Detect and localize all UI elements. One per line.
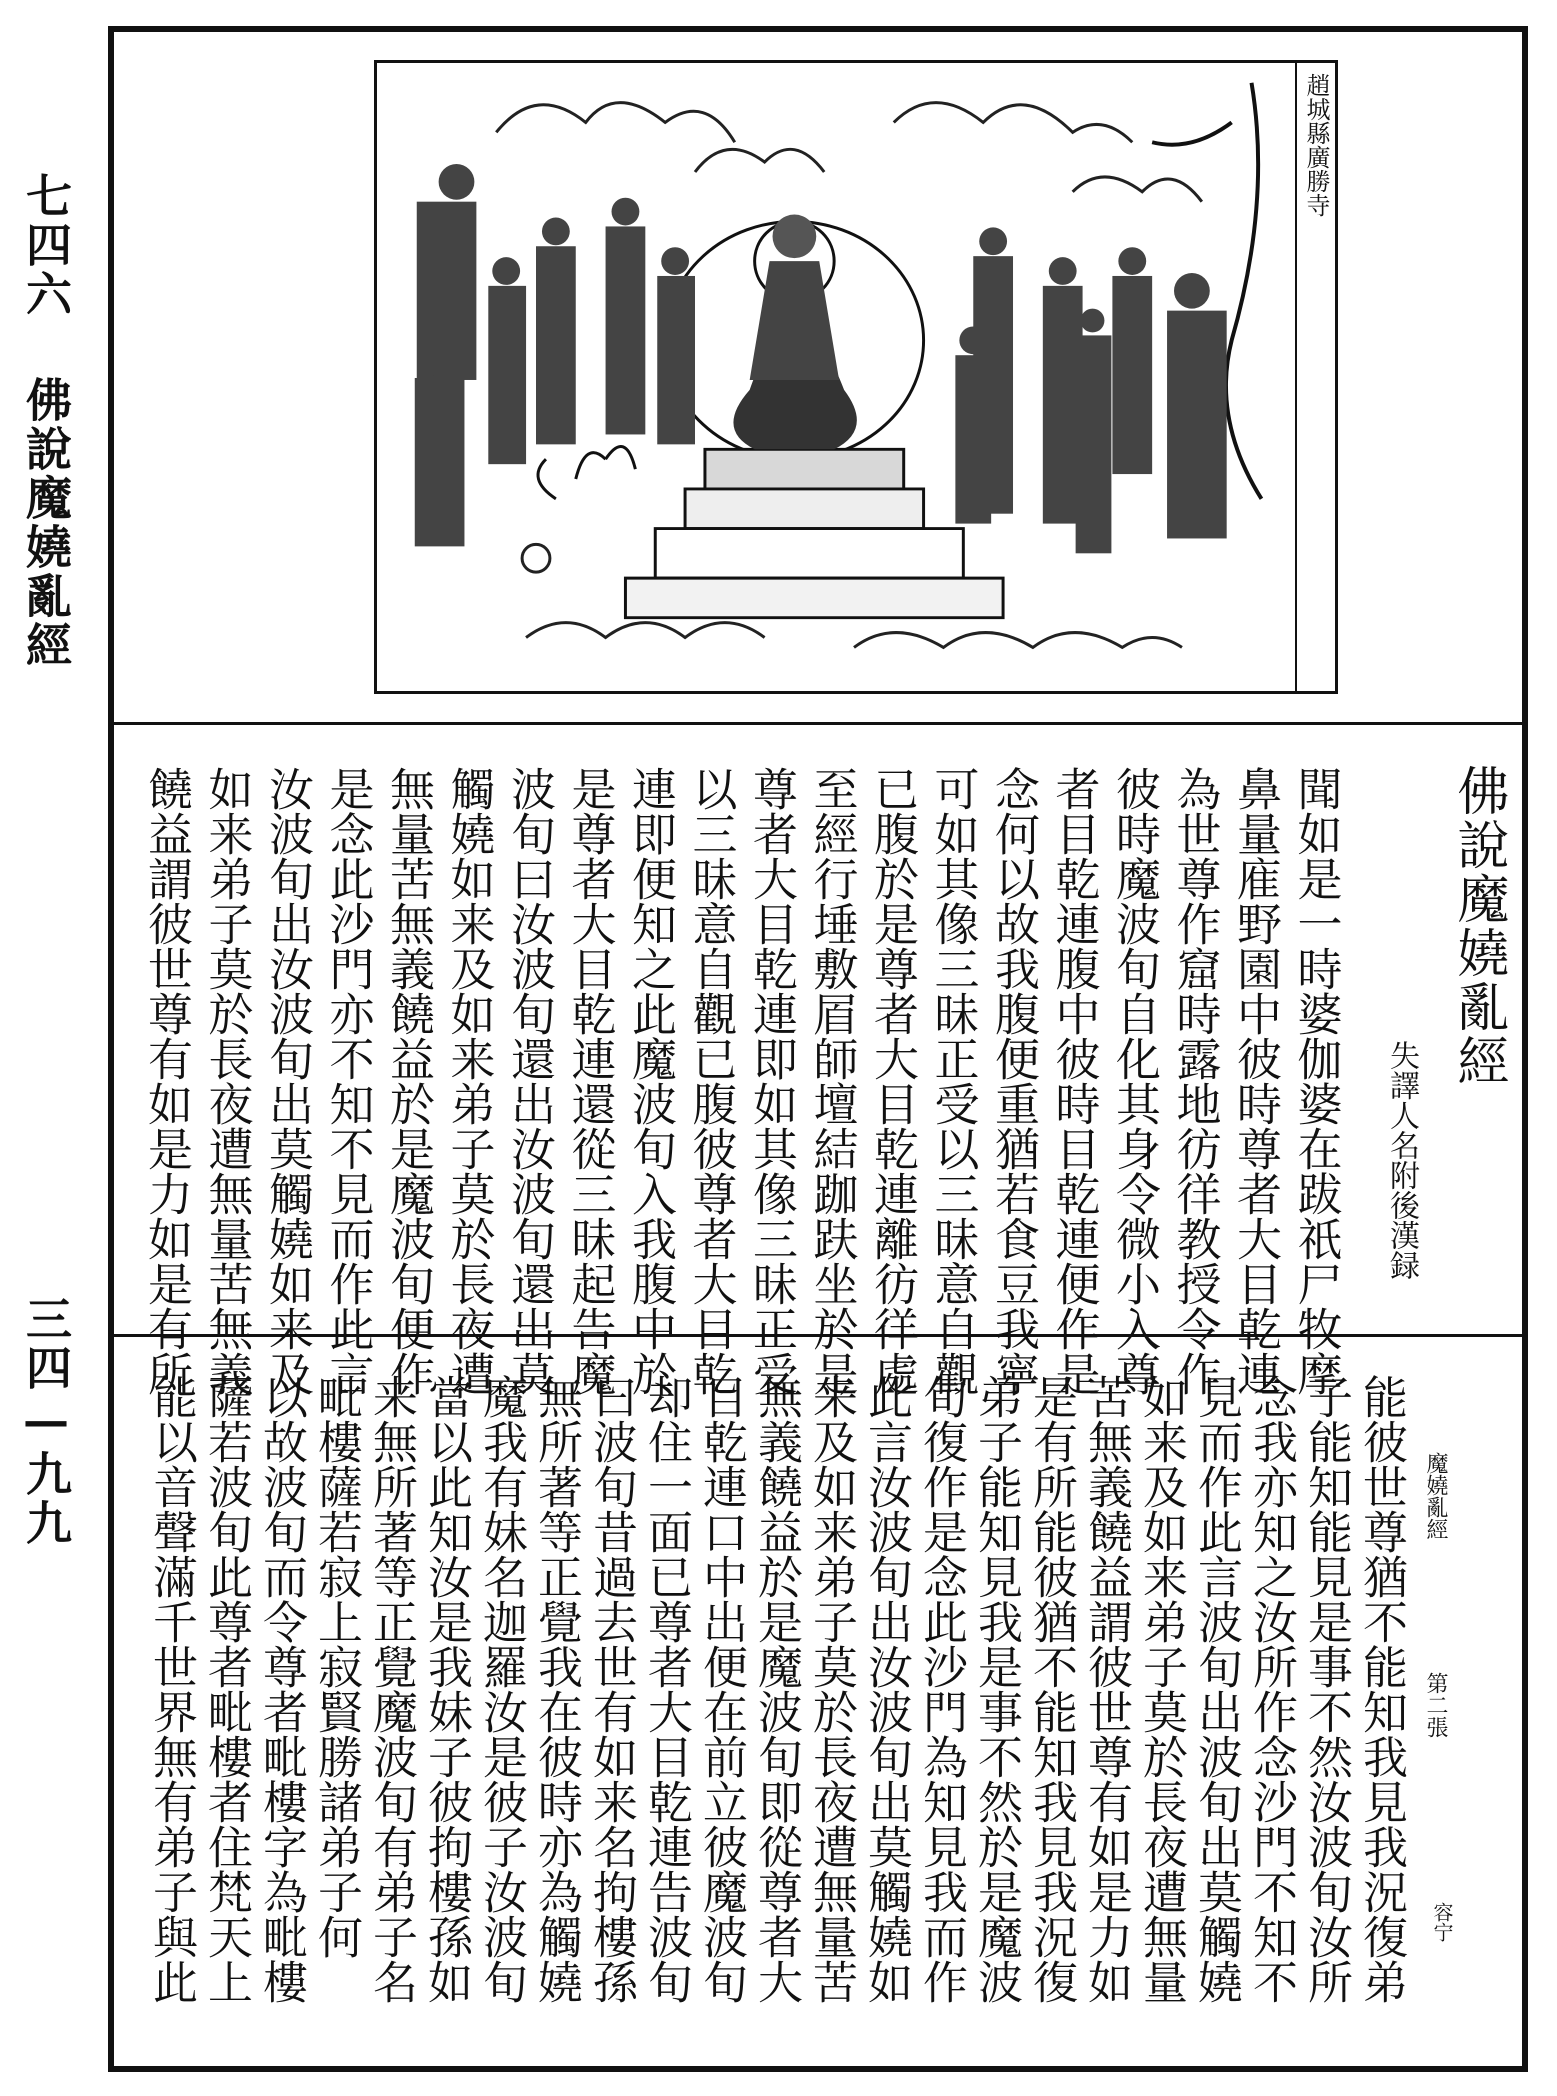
text-column: 見而作此言波旬出波旬出莫觸嬈 (1190, 1374, 1243, 2004)
text-column: 觸嬈如来及如来弟子莫於長夜遭 (442, 766, 496, 1396)
page-frame (108, 26, 1528, 2072)
text-column: 無義饒益於是魔波旬即從尊者大 (750, 1374, 803, 2004)
text-column: 無所著等正覺我在彼時亦為觸嬈 (530, 1374, 583, 2004)
text-column: 饒益謂彼世尊有如是力如是有所 (140, 766, 193, 1396)
text-column: 當以此知汝是我妹子彼拘樓孫如 (420, 1374, 473, 2004)
woodblock-illustration (374, 60, 1338, 694)
text-column: 曰波旬昔過去世有如来名拘樓孫 (585, 1374, 638, 2004)
text-column: 已腹於是尊者大目乾連離彷徉處 (866, 766, 919, 1396)
text-column: 毗樓薩若寂上寂賢勝諸弟子何 (310, 1374, 363, 1959)
margin-sheet-number: 第二張 (1423, 1672, 1448, 1738)
text-column: 此言汝波旬出汝波旬出莫觸嬈如 (860, 1374, 913, 2004)
sutra-panel-first (140, 722, 1508, 1396)
text-column: 連即便知之此魔波旬入我腹中於 (624, 766, 677, 1396)
text-column: 旬復作是念此沙門為知見我而作 (915, 1374, 968, 2004)
text-columns-first (140, 766, 1384, 1396)
text-column: 子能知能見是事不然汝波旬汝所 (1300, 1374, 1353, 2004)
text-column: 来及如来弟子莫於長夜遭無量苦 (805, 1374, 858, 2004)
text-column: 念我亦知之汝所作念沙門不知不 (1245, 1374, 1298, 2004)
text-column: 者目乾連腹中彼時目乾連便作是 (1047, 766, 1101, 1396)
text-column: 至經行埵敷㞒師壇結跏趺坐於是 (805, 766, 859, 1396)
margin-sutra-title: 魔嬈亂經 (1423, 1452, 1448, 1540)
text-column: 鼻量㢈野園中彼時尊者大目乾連 (1229, 766, 1282, 1396)
text-column: 是念此沙門亦不知不見而作此言 (321, 766, 375, 1396)
text-column: 尊者大目乾連即如其像三昧正受 (745, 766, 798, 1396)
text-column: 能以音聲滿千世界無有弟子與此 (145, 1374, 198, 2004)
text-column: 彼時魔波旬自化其身令微小入尊 (1108, 766, 1161, 1396)
text-column: 如来及如来弟子莫於長夜遭無量 (1135, 1374, 1188, 2004)
text-column: 可如其像三昧正受以三昧意自觀 (926, 766, 980, 1396)
text-column: 苦無義饒益謂彼世尊有如是力如 (1080, 1374, 1133, 2004)
text-column: 以故波旬而令尊者毗樓字為毗樓 (255, 1374, 308, 2004)
text-column: 能彼世尊猶不能知我見我況復弟 (1355, 1374, 1408, 2004)
sutra-panel-second (144, 1362, 1498, 2022)
sutra-title: 佛說魔嬈亂經 (1448, 764, 1508, 1088)
text-column: 魔我有妹名迦羅汝是彼子汝波旬 (475, 1374, 528, 2004)
margin-page-number: 三四—九九 (19, 1295, 73, 1548)
text-column: 為世尊作窟時露地彷徉教授令作 (1168, 766, 1222, 1396)
temple-label-box (1295, 63, 1335, 691)
translator-note: 失譯人名附後漢録 (1384, 1040, 1419, 1280)
text-column: 念何以故我腹便重猶若食豆我寧 (987, 766, 1040, 1396)
text-column: 是有所能彼猶不能知我見我況復 (1025, 1374, 1078, 2004)
text-columns-second (144, 1374, 1414, 2024)
text-column: 聞如是一時婆伽婆在跋祇尸牧摩 (1289, 766, 1343, 1396)
text-column: 汝波旬出汝波旬出莫觸嬈如来及 (261, 766, 314, 1396)
temple-label: 趙城縣廣勝寺 (1302, 73, 1330, 217)
text-column: 却住一面已尊者大目乾連告波旬 (640, 1374, 693, 2004)
text-column: 是尊者大目乾連還從三昧起告魔 (563, 766, 617, 1396)
text-column: 薩若波旬此尊者毗樓者住梵天上 (200, 1374, 253, 2004)
margin-mark: 容宁 (1430, 1902, 1454, 1942)
illustration-drawing (377, 63, 1335, 691)
text-column: 波旬曰汝波旬還出汝波旬還出莫 (503, 766, 556, 1396)
text-column: 無量苦無義饒益於是魔波旬便作 (382, 766, 435, 1396)
text-column: 如来弟子莫於長夜遭無量苦無義 (200, 766, 254, 1396)
text-column: 以三昧意自觀已腹彼尊者大目乾 (684, 766, 738, 1396)
margin-title: 七四六 佛說魔嬈亂經 (19, 172, 73, 670)
text-column: 弟子能知見我是事不然於是魔波 (970, 1374, 1023, 2004)
text-column: 来無所著等正覺魔波旬有弟子名 (365, 1374, 418, 2004)
text-column: 目乾連口中出便在前立彼魔波旬 (695, 1374, 748, 2004)
